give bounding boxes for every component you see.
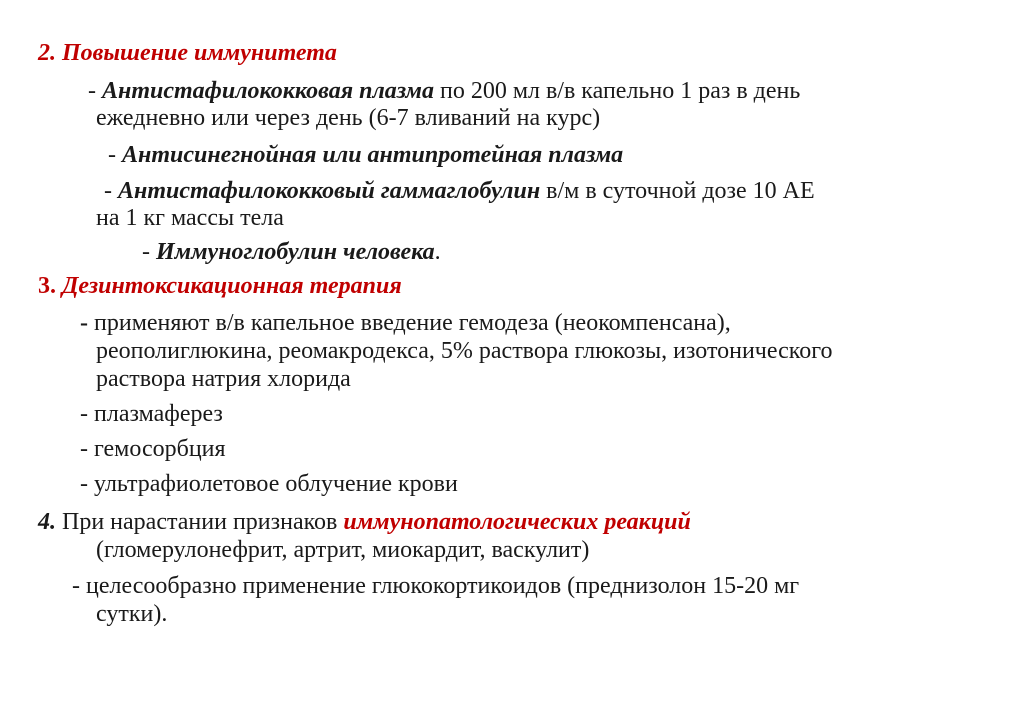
item-term: Антисинегнойная или антипротейная плазма bbox=[122, 142, 624, 168]
dash: - bbox=[88, 78, 102, 104]
section-title: Дезинтоксикационная терапия bbox=[62, 273, 402, 299]
list-item-uv-irradiation: - ультрафиолетовое облучение крови bbox=[80, 471, 458, 497]
item-term: Антистафилококковая плазма bbox=[102, 78, 434, 104]
section-continuation: (гломерулонефрит, артрит, миокардит, васкулит) bbox=[96, 537, 590, 563]
section-number: 3. bbox=[38, 273, 62, 299]
item-text: . bbox=[434, 239, 441, 265]
list-item-antistaph-plasma bbox=[88, 78, 800, 104]
item-text: применяют в/в капельное введение гемодеза (неокомпенсана), bbox=[94, 310, 731, 336]
list-item-glucocorticoids: - целесообразно применение глюкокортикоидов (преднизолон 15-20 мг bbox=[72, 573, 800, 599]
item-text: по 200 мл в/в капельно 1 раз в день bbox=[433, 78, 801, 104]
list-item-continuation: на 1 кг массы тела bbox=[96, 205, 284, 231]
dash: - bbox=[80, 310, 94, 336]
section-text: При нарастании признаков bbox=[56, 509, 344, 535]
list-item-antistaph-gammaglobulin bbox=[104, 178, 815, 204]
list-item-continuation: реополиглюкина, реомакродекса, 5% раствора глюкозы, изотонического bbox=[96, 338, 833, 364]
section-2-heading: 2. Повышение иммунитета bbox=[38, 40, 337, 66]
list-item-continuation: сутки). bbox=[96, 601, 168, 627]
list-item-hemosorption: - гемосорбция bbox=[80, 436, 226, 462]
dash: - bbox=[142, 239, 156, 265]
list-item-continuation: ежедневно или через день (6-7 вливаний на курс) bbox=[96, 105, 601, 131]
item-term: Иммуноглобулин человека bbox=[156, 239, 435, 265]
section-4-heading bbox=[38, 509, 691, 535]
list-item-infusion bbox=[80, 310, 731, 336]
item-term: Антистафилококковый гаммаглобулин bbox=[118, 178, 541, 204]
list-item-plasmapheresis: - плазмаферез bbox=[80, 401, 223, 427]
section-number: 4. bbox=[38, 509, 56, 535]
dash: - bbox=[104, 178, 118, 204]
list-item-immunoglobulin bbox=[142, 239, 441, 265]
section-3-heading bbox=[38, 273, 402, 299]
list-item-antipseudomonas-plasma bbox=[108, 142, 623, 168]
item-text: в/м в суточной дозе 10 АЕ bbox=[540, 178, 815, 204]
list-item-continuation: раствора натрия хлорида bbox=[96, 366, 351, 392]
section-term: иммунопатологических реакций bbox=[343, 509, 691, 535]
dash: - bbox=[108, 142, 122, 168]
